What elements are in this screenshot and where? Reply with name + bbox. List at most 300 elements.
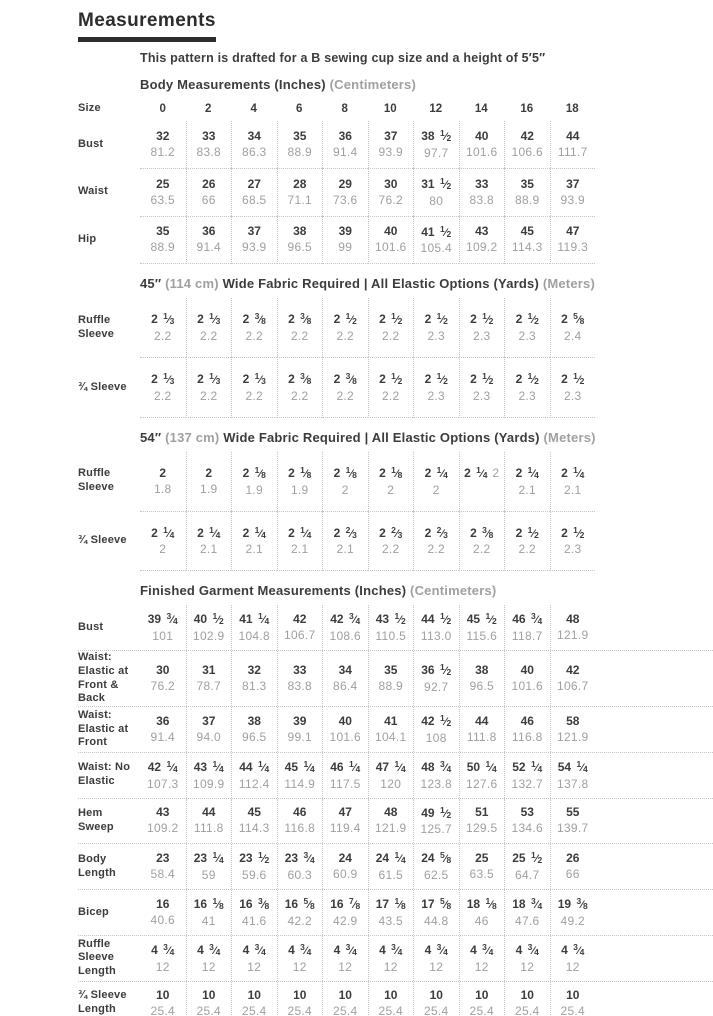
metric-value: 25.4: [469, 1003, 495, 1016]
measurement-cell: [368, 511, 414, 572]
fraction: $^3⁄_4$: [439, 758, 452, 774]
metric-value: 123.8: [420, 776, 453, 791]
inches-value: 2 $^3⁄_8$: [242, 311, 266, 327]
heading-text: 45″: [140, 276, 162, 292]
measurement-cell: [277, 799, 323, 844]
section-heading: [140, 276, 713, 291]
measurement-cell: [413, 452, 459, 511]
inches-value: 16 $^1⁄_8$: [193, 896, 224, 911]
inches-value: 44 $^1⁄_4$: [239, 758, 270, 774]
measurement-cell: [186, 982, 232, 1016]
inches-value: 37: [384, 128, 398, 143]
section-heading: [140, 77, 713, 92]
inches-value: 26: [566, 851, 580, 866]
inches-value: 42 $^1⁄_4$: [147, 758, 178, 774]
metric-value: 109.2: [146, 821, 179, 836]
measurement-cell: [368, 982, 414, 1016]
inches-value: 46 $^1⁄_4$: [330, 758, 361, 774]
metric-value: 105.4: [420, 241, 453, 256]
fraction: $^1⁄_2$: [439, 662, 452, 678]
metric-value: 101.6: [465, 144, 498, 159]
measurement-cell: [140, 844, 186, 889]
measurement-cell: [277, 121, 323, 168]
measurement-cell: [368, 844, 414, 889]
inches-value: 10: [520, 987, 534, 1002]
measurement-cell: [140, 121, 186, 168]
metric-value: 2: [492, 465, 500, 480]
row-label: ¾ Sleeve: [78, 534, 127, 546]
measurement-cell: [231, 298, 277, 357]
metric-value: 83.8: [287, 679, 313, 693]
measurement-table: [78, 121, 713, 264]
fraction: $^1⁄_4$: [476, 464, 488, 480]
inches-value: 33: [475, 176, 489, 191]
metric-value: 114.3: [238, 821, 270, 836]
measurement-cell: [322, 753, 368, 798]
size-value: 4: [250, 103, 257, 115]
measurement-cell: [550, 936, 596, 981]
measurement-cell: [140, 168, 186, 216]
fraction: $^1⁄_4$: [209, 524, 221, 540]
inches-value: 40: [384, 224, 398, 239]
table-row: [78, 981, 713, 1016]
inches-value: 2 $^1⁄_2$: [470, 371, 494, 386]
measurement-cell: [413, 298, 459, 357]
table-row: [78, 752, 713, 798]
metric-value: 93.9: [378, 144, 404, 159]
metric-value: 94.0: [196, 729, 222, 744]
metric-value: 115.6: [466, 629, 498, 643]
metric-value: 2.2: [381, 388, 400, 403]
inches-value: 24: [338, 851, 352, 866]
measurement-cell: [186, 605, 232, 650]
inches-value: 2 $^3⁄_8$: [470, 524, 494, 540]
measurement-cell: [550, 452, 596, 511]
inches-value: 2 $^1⁄_2$: [333, 311, 357, 327]
measurement-cell: [504, 753, 550, 798]
metric-value: 2.3: [427, 388, 446, 403]
inches-value: 29: [338, 176, 352, 191]
fraction: $^1⁄_4$: [527, 464, 539, 480]
measurement-cell: [504, 982, 550, 1016]
metric-value: 12: [292, 959, 307, 974]
measurement-cell: [231, 707, 277, 752]
metric-value: 114.9: [284, 776, 316, 791]
inches-value: 18 $^1⁄_8$: [466, 896, 497, 911]
table-row: [78, 798, 713, 844]
fraction: $^1⁄_8$: [391, 464, 403, 480]
measurement-cell: [413, 982, 459, 1016]
measurement-cell: [413, 357, 459, 418]
metric-value: 121.9: [556, 628, 589, 643]
metric-value: 113.0: [420, 629, 452, 643]
metric-value: 101: [152, 629, 174, 643]
measurement-cell: [368, 168, 414, 216]
measurement-cell: [322, 844, 368, 889]
measurement-cell: [504, 357, 550, 418]
table-row: [78, 121, 713, 168]
metric-value: 83.8: [469, 192, 495, 207]
size-value: 2: [205, 103, 212, 115]
measurement-cell: [231, 753, 277, 798]
metric-value: 80: [429, 193, 444, 208]
heading-unit-note: (Centimeters): [329, 77, 417, 92]
inches-value: 39: [338, 224, 352, 239]
metric-value: 1.8: [153, 481, 172, 496]
inches-value: 42 $^1⁄_2$: [421, 713, 452, 728]
measurement-cell: [413, 753, 459, 798]
measurement-cell: [504, 799, 550, 844]
fraction: $^1⁄_2$: [439, 175, 452, 191]
metric-value: 2: [341, 482, 349, 497]
measurement-cell: [322, 707, 368, 752]
metric-value: 2.1: [199, 542, 218, 557]
measurement-cell: [368, 890, 414, 935]
metric-value: 101.6: [374, 240, 407, 255]
size-value: 16: [520, 103, 534, 115]
fraction: $^1⁄_2$: [436, 311, 448, 327]
table-row: [78, 605, 713, 650]
measurement-cell: [368, 121, 414, 168]
inches-value: 53: [520, 805, 534, 820]
measurement-cell: [277, 511, 323, 572]
measurement-cell: [277, 982, 323, 1016]
measurement-cell: [550, 605, 596, 650]
heading-unit-note: (114 cm): [165, 276, 219, 292]
inches-value: 38 $^1⁄_2$: [421, 128, 452, 143]
table-row: [78, 511, 713, 572]
size-header-row: [78, 99, 713, 119]
inches-value: 47: [566, 224, 580, 239]
metric-value: 134.6: [511, 821, 544, 836]
metric-value: 2.1: [336, 542, 355, 557]
metric-value: 43.5: [378, 913, 404, 928]
measurement-cell: [231, 511, 277, 572]
measurement-cell: [459, 168, 505, 216]
measurement-cell: [322, 890, 368, 935]
metric-value: 61.5: [378, 868, 404, 882]
inches-value: 2 $^2⁄_3$: [379, 524, 403, 540]
measurement-cell: [186, 168, 232, 216]
metric-value: 104.8: [238, 629, 271, 643]
fraction: $^1⁄_3$: [254, 371, 266, 386]
fraction: $^1⁄_2$: [439, 223, 452, 239]
inches-value: 4 $^3⁄_4$: [515, 941, 539, 957]
metric-value: 25.4: [560, 1003, 586, 1016]
fraction: $^1⁄_2$: [482, 311, 494, 327]
fraction: $^1⁄_2$: [394, 611, 406, 627]
measurement-cell: [459, 982, 505, 1016]
measurement-cell: [368, 452, 414, 511]
fraction: $^1⁄_8$: [212, 896, 224, 911]
inches-value: 2 $^1⁄_2$: [515, 371, 539, 386]
metric-value: 121.9: [556, 729, 589, 744]
fraction: $^1⁄_2$: [345, 311, 357, 327]
metric-value: 41.6: [241, 913, 267, 928]
fraction: $^1⁄_2$: [439, 128, 452, 143]
fraction: $^1⁄_3$: [163, 311, 175, 327]
metric-value: 2.2: [290, 329, 309, 343]
metric-value: 96.5: [241, 729, 267, 744]
metric-value: 101.6: [329, 729, 362, 744]
inches-value: 2 $^1⁄_2$: [561, 371, 585, 386]
size-value: 0: [159, 103, 166, 115]
row-label: Ruffle Sleeve: [78, 467, 115, 494]
measurement-cell: [277, 936, 323, 981]
measurement-cell: [550, 298, 596, 357]
inches-value: 2 $^3⁄_8$: [288, 371, 312, 386]
measurement-cell: [140, 936, 186, 981]
inches-value: 37: [247, 224, 261, 239]
inches-value: 23: [156, 851, 170, 866]
inches-value: 32: [156, 128, 170, 143]
measurement-cell: [186, 799, 232, 844]
measurement-cell: [322, 121, 368, 168]
fraction: $^1⁄_2$: [573, 524, 585, 540]
metric-value: 2.1: [518, 482, 537, 497]
inches-value: 23 $^3⁄_4$: [284, 850, 315, 866]
inches-value: 38: [475, 663, 489, 677]
metric-value: 47.6: [514, 913, 540, 928]
fraction: $^1⁄_2$: [439, 804, 452, 820]
inches-value: 36: [156, 713, 170, 728]
inches-value: 40: [475, 128, 489, 143]
row-label: Ruffle Sleeve: [78, 313, 115, 340]
metric-value: 66: [565, 867, 580, 882]
measurement-cell: [413, 168, 459, 216]
inches-value: 18 $^3⁄_4$: [512, 896, 543, 911]
metric-value: 91.4: [150, 729, 176, 744]
metric-value: 64.7: [514, 868, 540, 882]
row-label: Bust: [78, 137, 104, 150]
measurement-cell: [186, 298, 232, 357]
row-label: Hem Sweep: [78, 807, 114, 833]
metric-value: 2.2: [290, 388, 309, 403]
metric-value: 40.6: [150, 912, 176, 927]
measurement-cell: [550, 168, 596, 216]
measurement-cell: [504, 216, 550, 265]
metric-value: 2: [432, 482, 440, 497]
inches-value: 39 $^3⁄_4$: [147, 611, 178, 627]
metric-value: 125.7: [420, 822, 453, 837]
measurement-cell: [504, 452, 550, 511]
metric-value: 2.2: [472, 542, 491, 557]
inches-value: 2: [205, 465, 213, 480]
inches-value: 40 $^1⁄_2$: [193, 611, 224, 627]
measurement-cell: [140, 707, 186, 752]
metric-value: 120: [380, 776, 402, 791]
metric-value: 2.2: [245, 329, 264, 343]
measurement-cell: [277, 168, 323, 216]
inches-value: 31: [202, 663, 216, 677]
metric-value: 101.6: [511, 679, 544, 693]
row-label: Bicep: [78, 905, 109, 918]
measurement-cell: [459, 936, 505, 981]
fraction: $^3⁄_4$: [166, 611, 178, 627]
fraction: $^1⁄_4$: [394, 758, 406, 774]
measurement-cell: [413, 121, 459, 168]
inches-value: 30: [156, 663, 170, 677]
fraction: $^1⁄_8$: [300, 464, 312, 480]
measurement-cell: [277, 605, 323, 650]
page-title: Measurements: [78, 10, 216, 42]
measurement-cell: [550, 651, 596, 706]
measurement-cell: [368, 216, 414, 265]
measurement-cell: [368, 799, 414, 844]
fraction: $^3⁄_8$: [482, 524, 494, 540]
measurement-cell: [140, 799, 186, 844]
inches-value: 33: [293, 663, 307, 677]
metric-value: 83.8: [196, 144, 222, 159]
fraction: $^1⁄_8$: [485, 896, 497, 911]
row-label: Hip: [78, 233, 97, 245]
measurement-cell: [504, 844, 550, 889]
size-value: 6: [296, 103, 303, 115]
metric-value: 2.2: [153, 388, 172, 403]
fraction: $^1⁄_2$: [257, 850, 270, 866]
measurement-cell: [322, 511, 368, 572]
measurement-cell: [277, 357, 323, 418]
heading-unit-note: (137 cm): [165, 429, 220, 445]
inches-value: 33: [202, 128, 216, 143]
measurement-cell: [413, 707, 459, 752]
inches-value: 43: [156, 805, 170, 820]
metric-value: 114.3: [511, 240, 543, 255]
fraction: $^1⁄_3$: [209, 311, 221, 327]
inches-value: 4 $^3⁄_4$: [197, 941, 221, 957]
fraction: $^1⁄_4$: [212, 850, 224, 866]
metric-value: 118.7: [511, 629, 543, 643]
metric-value: 44.8: [423, 913, 449, 928]
metric-value: 2.3: [518, 388, 537, 403]
metric-value: 49.2: [560, 913, 586, 928]
inches-value: 4 $^3⁄_4$: [561, 941, 585, 957]
metric-value: 66: [201, 192, 216, 207]
metric-value: 102.9: [192, 629, 225, 643]
fraction: $^1⁄_2$: [482, 371, 494, 386]
metric-value: 132.7: [511, 776, 544, 791]
metric-value: 2.2: [245, 388, 264, 403]
metric-value: 2.3: [472, 388, 491, 403]
inches-value: 2 $^1⁄_4$: [561, 464, 585, 480]
row-label: Waist: [78, 184, 108, 197]
measurement-cell: [413, 844, 459, 889]
fraction: $^1⁄_4$: [573, 464, 585, 480]
inches-value: 2 $^1⁄_4$: [151, 524, 175, 540]
measurement-cell: [368, 298, 414, 357]
table-row: [78, 650, 713, 706]
metric-value: 78.7: [196, 679, 222, 693]
metric-value: 2.2: [336, 329, 355, 343]
row-label: Waist: Elastic at Front & Back: [78, 651, 129, 705]
inches-value: 23 $^1⁄_4$: [193, 850, 224, 866]
inches-value: 45 $^1⁄_4$: [284, 758, 315, 774]
fraction: $^1⁄_2$: [212, 611, 224, 627]
inches-value: 43 $^1⁄_2$: [375, 611, 406, 627]
fraction: $^1⁄_8$: [394, 896, 406, 911]
inches-value: 2 $^1⁄_2$: [561, 524, 585, 540]
inches-value: 43: [475, 224, 489, 239]
inches-value: 45: [247, 805, 261, 820]
metric-value: 2: [387, 482, 395, 497]
inches-value: 43 $^1⁄_4$: [193, 758, 224, 774]
metric-value: 117.5: [329, 776, 361, 791]
table-row: [78, 706, 713, 752]
metric-value: 25.4: [514, 1003, 540, 1016]
fraction: $^1⁄_4$: [436, 464, 448, 480]
metric-value: 12: [338, 959, 353, 974]
metric-value: 106.7: [556, 679, 589, 693]
heading-text: Wide Fabric Required | All Elastic Options (Yards): [223, 429, 540, 445]
measurement-cell: [277, 707, 323, 752]
table-row: [78, 843, 713, 889]
metric-value: 104.1: [374, 729, 407, 744]
metric-value: 25.4: [332, 1003, 358, 1016]
metric-value: 119.3: [557, 240, 589, 255]
measurement-cell: [550, 707, 596, 752]
metric-value: 88.9: [287, 144, 313, 159]
fraction: $^3⁄_4$: [436, 941, 448, 957]
fraction: $^5⁄_8$: [303, 896, 315, 911]
metric-value: 76.2: [378, 192, 404, 207]
metric-value: 2.3: [563, 542, 582, 557]
measurement-cell: [322, 168, 368, 216]
inches-value: 2 $^1⁄_8$: [333, 464, 357, 480]
metric-value: 25.4: [196, 1003, 222, 1016]
measurement-cell: [413, 936, 459, 981]
metric-value: 12: [429, 959, 444, 974]
inches-value: 44: [475, 713, 489, 728]
measurement-cell: [231, 168, 277, 216]
inches-value: 40: [520, 663, 534, 677]
measurement-section: [78, 583, 713, 1016]
measurement-cell: [186, 357, 232, 418]
heading-text: Body Measurements (Inches): [140, 77, 326, 92]
fraction: $^1⁄_2$: [391, 371, 403, 386]
inches-value: 16 $^3⁄_8$: [239, 896, 270, 911]
sections-container: [78, 77, 713, 1016]
row-label: Body Length: [78, 852, 116, 879]
fraction: $^1⁄_4$: [257, 611, 270, 627]
table-row: [78, 357, 713, 418]
measurement-cell: [322, 452, 368, 511]
table-row: [78, 298, 713, 357]
measurement-cell: [140, 216, 186, 265]
fraction: $^1⁄_2$: [485, 611, 497, 627]
size-value: 14: [474, 103, 488, 115]
measurement-cell: [550, 982, 596, 1016]
metric-value: 121.9: [374, 821, 407, 836]
inches-value: 24 $^5⁄_8$: [421, 850, 452, 866]
inches-value: 2 $^1⁄_8$: [242, 464, 266, 480]
size-value: 12: [429, 103, 443, 115]
inches-value: 10: [156, 987, 170, 1002]
inches-value: 2 $^1⁄_4$: [464, 464, 488, 480]
metric-value: 25.4: [287, 1003, 313, 1016]
measurement-section: [78, 430, 713, 572]
measurement-cell: [504, 298, 550, 357]
metric-value: 139.7: [556, 821, 589, 836]
metric-value: 2.1: [563, 482, 582, 497]
inches-value: 4 $^3⁄_4$: [151, 941, 175, 957]
inches-value: 2 $^1⁄_2$: [515, 311, 539, 327]
section-heading: [140, 583, 713, 598]
inches-value: 2 $^1⁄_4$: [197, 524, 221, 540]
metric-value: 99.1: [287, 729, 313, 744]
fraction: $^1⁄_4$: [530, 758, 543, 774]
measurement-cell: [504, 707, 550, 752]
inches-value: 10: [247, 987, 261, 1002]
